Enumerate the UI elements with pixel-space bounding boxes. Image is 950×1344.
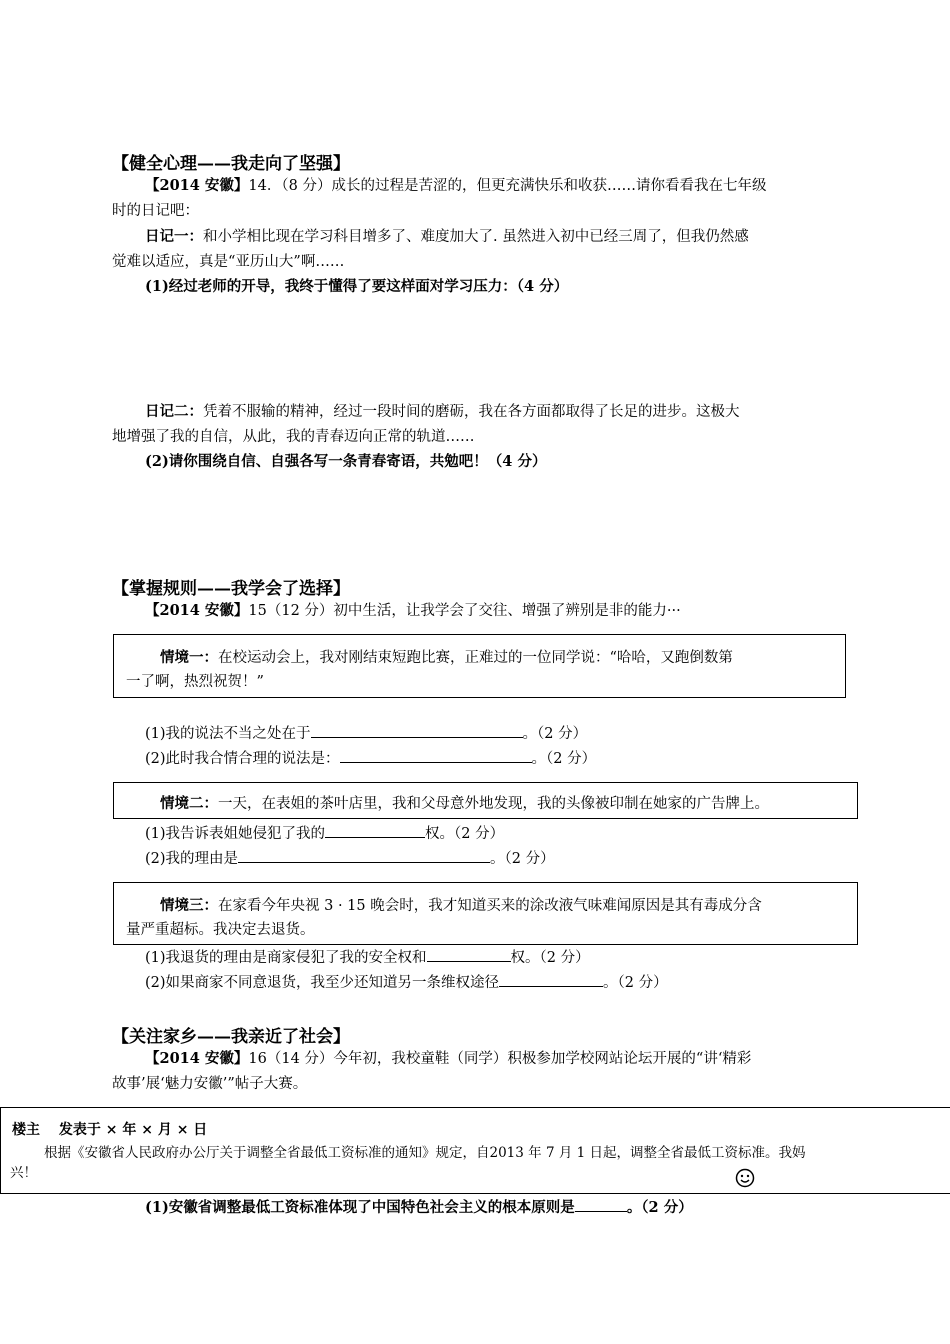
- scenario2-q1-score: 权。（2 分）: [425, 826, 505, 842]
- scenario2-q2: [145, 848, 555, 870]
- q14-sub1: (1)经过老师的开导，我终于懂得了要这样面对学习压力：（4 分）: [145, 278, 569, 295]
- forum-post-text-cont: 兴！: [10, 1165, 37, 1181]
- scenario3-q1-text: (1)我退货的理由是商家侵犯了我的安全权和: [145, 950, 427, 966]
- scenario2-q1-text: (1)我告诉表姐她侵犯了我的: [145, 826, 326, 842]
- q16-tag: 【2014 安徽】: [145, 1050, 249, 1067]
- q16-sub1: [145, 1197, 693, 1219]
- q15-text: 15（12 分）初中生活，让我学会了交往、增强了辨别是非的能力···: [248, 603, 681, 619]
- answer-blank[interactable]: [427, 947, 511, 962]
- diary2-text-cont: 地增强了我的自信，从此，我的青春迈向正常的轨道……: [112, 429, 475, 445]
- q16-text: 16（14 分）今年初，我校童鞋（同学）积极参加学校网站论坛开展的“讲‘精彩: [248, 1051, 752, 1067]
- forum-post-body: [0, 1142, 950, 1192]
- forum-post-text: 根据《安徽省人民政府办公厅关于调整全省最低工资标准的通知》规定，自2013 年 7 月 1 日起，调整全省最低工资标准。我妈: [44, 1145, 806, 1161]
- q16-text-cont: 故事’展‘魅力安徽’”帖子大赛。: [112, 1076, 308, 1092]
- scenario2-q1: [145, 823, 504, 845]
- q14-text: 14．（8 分）成长的过程是苦涩的，但更充满快乐和收获……请你看看我在七年级: [248, 178, 767, 194]
- diary1-text-cont: 觉难以适应，真是“亚历山大”啊……: [112, 254, 345, 270]
- scenario1-q1: [145, 723, 587, 745]
- answer-blank[interactable]: [238, 848, 490, 863]
- scenario1-text: 在校运动会上，我对刚结束短跑比赛，正难过的一位同学说：“哈哈，又跑倒数第: [218, 650, 733, 666]
- q15-line: [145, 600, 681, 622]
- diary2-label: 日记二：: [145, 403, 203, 420]
- section-heading-psychology: 【健全心理——我走向了坚强】: [112, 154, 350, 174]
- smiley-icon: [735, 1168, 755, 1192]
- scenario1-q2: [145, 748, 596, 770]
- scenario1-text-cont: 一了啊，热烈祝贺！”: [126, 674, 264, 690]
- scenario1-q2-score: 。（2 分）: [531, 751, 597, 767]
- scenario1-q1-text: (1)我的说法不当之处在于: [145, 726, 311, 742]
- answer-blank[interactable]: [575, 1197, 627, 1212]
- scenario3-q1: [145, 947, 590, 969]
- scenario3-q1-score: 权。（2 分）: [510, 950, 590, 966]
- q16-line: [145, 1048, 751, 1070]
- scenario3-q2-score: 。（2 分）: [603, 975, 668, 991]
- scenario1-label: 情境一：: [160, 649, 218, 666]
- forum-post-header: 楼主 发表于 × 年 × 月 × 日: [12, 1122, 208, 1138]
- diary2-text: 凭着不服输的精神，经过一段时间的磨砺，我在各方面都取得了长足的进步。这极大: [203, 404, 740, 420]
- scenario1-q1-score: 。（2 分）: [522, 726, 588, 742]
- q14-sub2: (2)请你围绕自信、自强各写一条青春寄语，共勉吧！（4 分）: [145, 453, 547, 470]
- scenario3-line: [160, 893, 762, 919]
- q15-tag: 【2014 安徽】: [145, 602, 249, 619]
- diary1-label: 日记一：: [145, 228, 203, 245]
- diary2-line: [145, 401, 740, 423]
- answer-blank[interactable]: [340, 748, 532, 763]
- q16-sub1-score: 。（2 分）: [626, 1199, 693, 1216]
- answer-blank[interactable]: [499, 972, 603, 987]
- scenario2-line: [160, 791, 769, 817]
- scenario3-text-cont: 量严重超标。我决定去退货。: [126, 922, 315, 938]
- scenario2-text: 一天，在表姐的茶叶店里，我和父母意外地发现，我的头像被印制在她家的广告牌上。: [218, 796, 769, 812]
- scenario3-q2-text: (2)如果商家不同意退货，我至少还知道另一条维权途径: [145, 975, 500, 991]
- answer-blank[interactable]: [325, 823, 425, 838]
- scenario1-q2-text: (2)此时我合情合理的说法是：: [145, 751, 340, 767]
- q14-text-cont: 时的日记吧：: [112, 203, 199, 219]
- q14-tag: 【2014 安徽】: [145, 177, 249, 194]
- scenario3-q2: [145, 972, 668, 994]
- scenario1-line: [160, 645, 733, 671]
- scenario2-label: 情境二：: [160, 795, 218, 812]
- section-heading-rules: 【掌握规则——我学会了选择】: [112, 579, 350, 599]
- section-heading-hometown: 【关注家乡——我亲近了社会】: [112, 1027, 350, 1047]
- scenario3-label: 情境三：: [160, 897, 218, 914]
- q14-line: [145, 175, 766, 197]
- q16-sub1-text: (1)安徽省调整最低工资标准体现了中国特色社会主义的根本原则是: [145, 1199, 575, 1216]
- answer-blank[interactable]: [311, 723, 523, 738]
- diary1-line: [145, 226, 749, 248]
- scenario2-q2-text: (2)我的理由是: [145, 851, 239, 867]
- scenario3-text: 在家看今年央视 3 · 15 晚会时，我才知道买来的涂改液气味难闻原因是其有毒成分含: [218, 898, 762, 914]
- diary1-text: 和小学相比现在学习科目增多了、难度加大了. 虽然进入初中已经三周了，但我仍然感: [203, 229, 749, 245]
- scenario2-q2-score: 。（2 分）: [490, 851, 555, 867]
